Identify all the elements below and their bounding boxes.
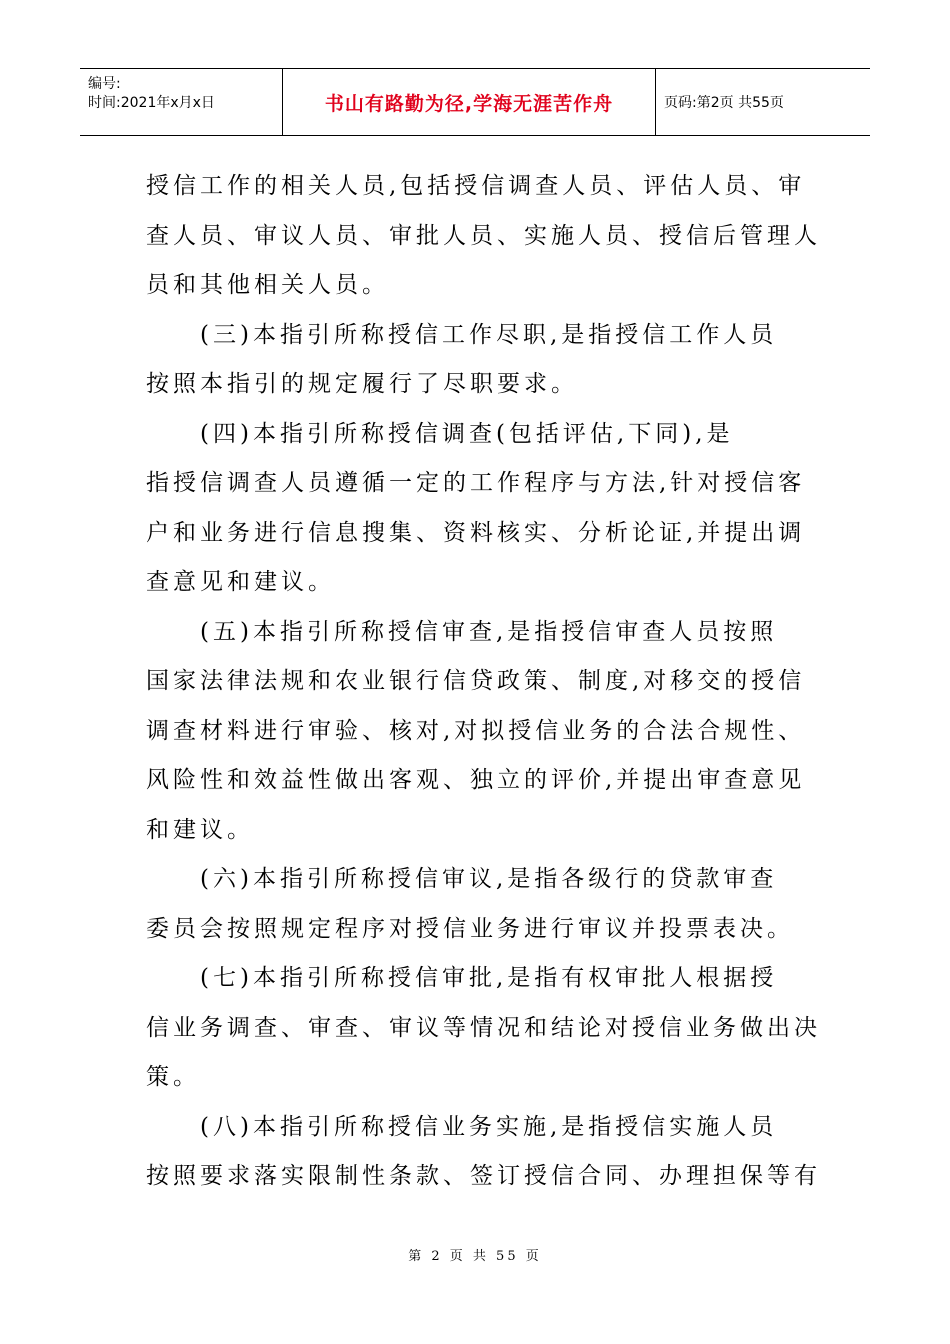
text-line: (六)本指引所称授信审议,是指各级行的贷款审查 [200,866,778,892]
text-line: 国家法律法规和农业银行信贷政策、制度,对移交的授信 [146,668,806,694]
header-motto: 书山有路勤为径,学海无涯苦作舟 [282,69,656,135]
text-line: 员和其他相关人员。 [146,272,389,298]
text-line: 户和业务进行信息搜集、资料核实、分析论证,并提出调 [146,519,806,546]
text-line: 查意见和建议。 [146,569,335,595]
page-footer: 第 2 页 共 55 页 [408,1249,542,1264]
document-body [146,162,821,1202]
text-line: 查人员、审议人员、审批人员、实施人员、授信后管理人 [146,222,821,249]
number-label: 编号: [88,76,121,92]
text-line: (七)本指引所称授信审批,是指有权审批人根据授 [200,965,778,991]
text-line: 按照要求落实限制性条款、签订授信合同、办理担保等有 [146,1163,821,1189]
time-label: 时间:2021年x月x日 [88,95,215,111]
text-line: (四)本指引所称授信调查(包括评估,下同),是 [200,420,734,447]
text-line: 指授信调查人员遵循一定的工作程序与方法,针对授信客 [146,470,806,496]
header-meta [80,69,282,135]
text-line: 委员会按照规定程序对授信业务进行审议并投票表决。 [146,915,794,942]
text-line: (三)本指引所称授信工作尽职,是指授信工作人员 [200,321,778,348]
text-line: 调查材料进行审验、核对,对拟授信业务的合法合规性、 [146,717,806,744]
text-line: 授信工作的相关人员,包括授信调查人员、评估人员、审 [146,173,806,199]
header-page-info: 页码:第2页 共55页 [664,95,784,111]
page-header [80,68,870,136]
text-line: 按照本指引的规定履行了尽职要求。 [146,371,578,397]
text-line: 策。 [146,1064,200,1090]
text-line: 信业务调查、审查、审议等情况和结论对授信业务做出决 [146,1014,821,1041]
text-line: (八)本指引所称授信业务实施,是指授信实施人员 [200,1113,778,1140]
text-line: 风险性和效益性做出客观、独立的评价,并提出审查意见 [146,767,806,793]
text-line: 和建议。 [146,816,254,843]
text-line: (五)本指引所称授信审查,是指授信审查人员按照 [200,618,778,645]
